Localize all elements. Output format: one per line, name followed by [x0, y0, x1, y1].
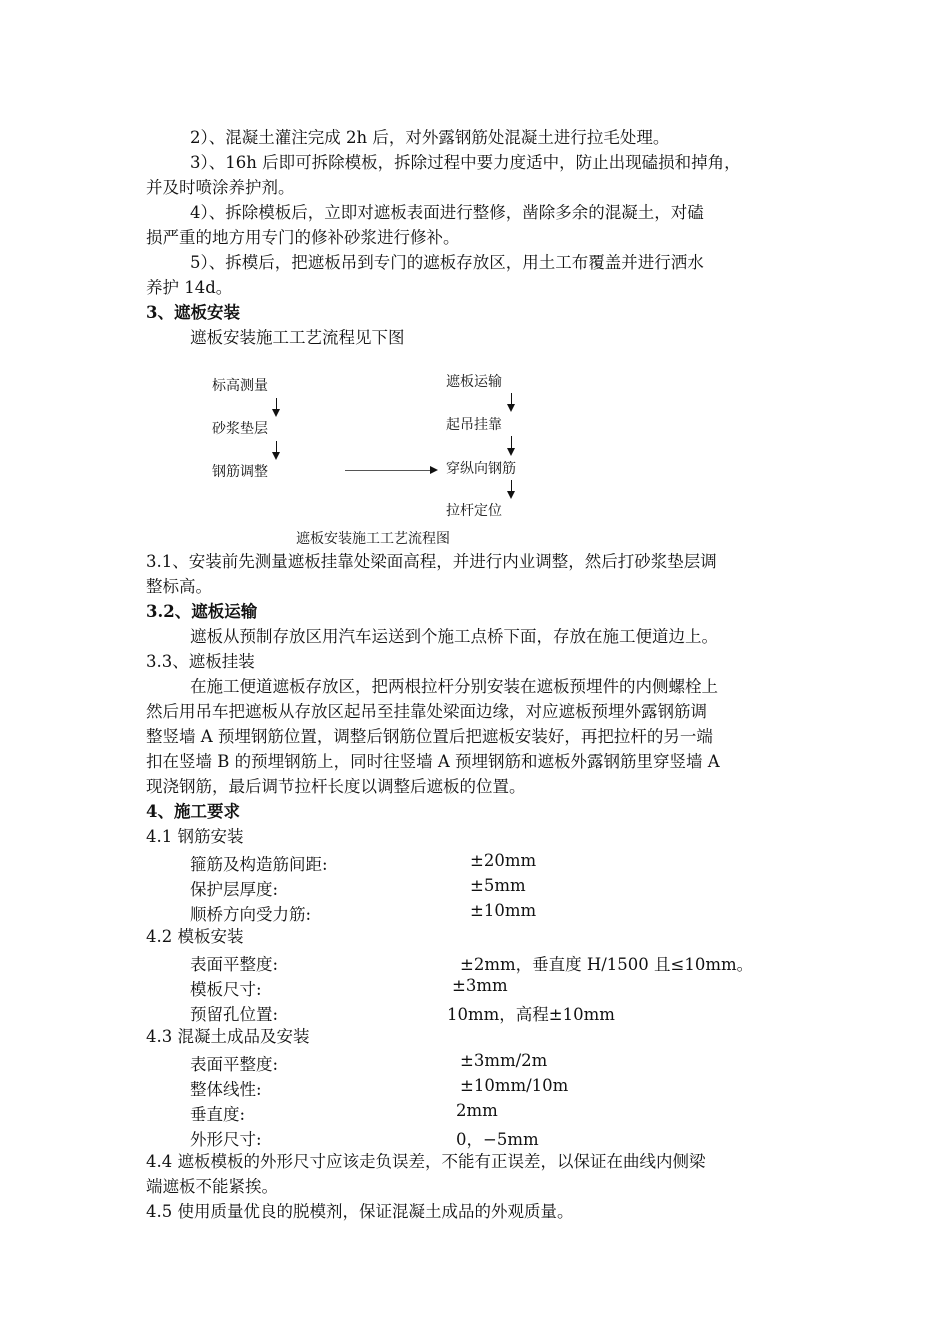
spec-value: 2mm	[456, 1101, 498, 1120]
flow-arrow-1	[276, 398, 277, 410]
section-4-4-line-1: 4.4 遮板模板的外形尺寸应该走负误差，不能有正误差，以保证在曲线内侧梁	[146, 1152, 706, 1171]
flow-arrow-5	[511, 480, 512, 492]
spec-label: 箍筋及构造筋间距:	[190, 855, 328, 874]
spec-label: 整体线性:	[190, 1080, 262, 1099]
flow-arrow-3	[511, 393, 512, 405]
paragraph-4-line-2: 损严重的地方用专门的修补砂浆进行修补。	[146, 228, 460, 247]
flow-arrow-4	[511, 436, 512, 449]
spec-label: 垂直度:	[190, 1105, 246, 1124]
spec-label: 表面平整度:	[190, 955, 279, 974]
section-3-1-line-2: 整标高。	[146, 577, 212, 596]
spec-value: ±2mm，垂直度 H/1500 且≤10mm。	[460, 955, 754, 974]
flow-step-rebar-adjust: 钢筋调整	[212, 464, 268, 480]
section-3-3-line-3: 整竖墙 A 预埋钢筋位置，调整后钢筋位置后把遮板安装好，再把拉杆的另一端	[146, 727, 713, 746]
spec-value: ±10mm	[470, 901, 537, 920]
spec-value: ±3mm/2m	[460, 1051, 548, 1070]
spec-value: ±3mm	[452, 976, 508, 995]
section-3-3-heading: 3.3、遮板挂装	[146, 652, 255, 671]
spec-value: ±5mm	[470, 876, 526, 895]
section-3-heading: 3、遮板安装	[146, 303, 240, 322]
paragraph-5-line-1: 5）、拆模后，把遮板吊到专门的遮板存放区，用土工布覆盖并进行洒水	[190, 253, 704, 272]
section-4-5: 4.5 使用质量优良的脱模剂，保证混凝土成品的外观质量。	[146, 1202, 574, 1221]
flow-step-mortar-layer: 砂浆垫层	[212, 421, 268, 437]
paragraph-4-line-1: 4）、拆除模板后，立即对遮板表面进行整修，凿除多余的混凝土，对磕	[190, 203, 704, 222]
section-3-2-heading: 3.2、遮板运输	[146, 602, 258, 621]
spec-value: 0，−5mm	[456, 1130, 539, 1149]
flow-step-tie-rod: 拉杆定位	[446, 503, 502, 519]
flow-step-lift-hang: 起吊挂靠	[446, 417, 502, 433]
section-4-4-line-2: 端遮板不能紧挨。	[146, 1177, 278, 1196]
section-4-heading: 4、施工要求	[146, 802, 240, 821]
spec-label: 模板尺寸:	[190, 980, 262, 999]
flow-arrow-2	[276, 441, 277, 453]
paragraph-3-line-1: 3）、16h 后即可拆除模板，拆除过程中要力度适中，防止出现磕损和掉角，	[190, 153, 741, 172]
section-4-2-heading: 4.2 模板安装	[146, 927, 244, 946]
section-4-3-heading: 4.3 混凝土成品及安装	[146, 1027, 310, 1046]
section-3-2-text: 遮板从预制存放区用汽车运送到个施工点桥下面，存放在施工便道边上。	[190, 627, 718, 646]
section-3-3-line-4: 扣在竖墙 B 的预埋钢筋上，同时往竖墙 A 预埋钢筋和遮板外露钢筋里穿竖墙 A	[146, 752, 720, 771]
spec-label: 顺桥方向受力筋:	[190, 905, 312, 924]
section-3-3-line-5: 现浇钢筋，最后调节拉杆长度以调整后遮板的位置。	[146, 777, 526, 796]
section-3-3-line-2: 然后用吊车把遮板从存放区起吊至挂靠处梁面边缘，对应遮板预埋外露钢筋调	[146, 702, 707, 721]
flow-arrow-connector	[345, 470, 431, 471]
section-3-3-line-1: 在施工便道遮板存放区，把两根拉杆分别安装在遮板预埋件的内侧螺栓上	[190, 677, 718, 696]
flow-step-longitudinal-rebar: 穿纵向钢筋	[446, 461, 516, 477]
spec-label: 表面平整度:	[190, 1055, 279, 1074]
spec-label: 外形尺寸:	[190, 1130, 262, 1149]
flow-step-elevation-survey: 标高测量	[212, 378, 268, 394]
spec-value: 10mm，高程±10mm	[447, 1005, 615, 1024]
paragraph-2: 2）、混凝土灌注完成 2h 后，对外露钢筋处混凝土进行拉毛处理。	[190, 128, 670, 147]
section-4-1-heading: 4.1 钢筋安装	[146, 827, 244, 846]
spec-label: 保护层厚度:	[190, 880, 279, 899]
spec-label: 预留孔位置:	[190, 1005, 279, 1024]
paragraph-3-line-2: 并及时喷涂养护剂。	[146, 178, 295, 197]
paragraph-5-line-2: 养护 14d。	[146, 278, 233, 297]
spec-value: ±10mm/10m	[460, 1076, 569, 1095]
flowchart-caption: 遮板安装施工工艺流程图	[296, 531, 450, 547]
flow-step-panel-transport: 遮板运输	[446, 374, 502, 390]
section-3-intro: 遮板安装施工工艺流程见下图	[190, 328, 405, 347]
spec-value: ±20mm	[470, 851, 537, 870]
section-3-1-line-1: 3.1、安装前先测量遮板挂靠处梁面高程，并进行内业调整，然后打砂浆垫层调	[146, 552, 717, 571]
